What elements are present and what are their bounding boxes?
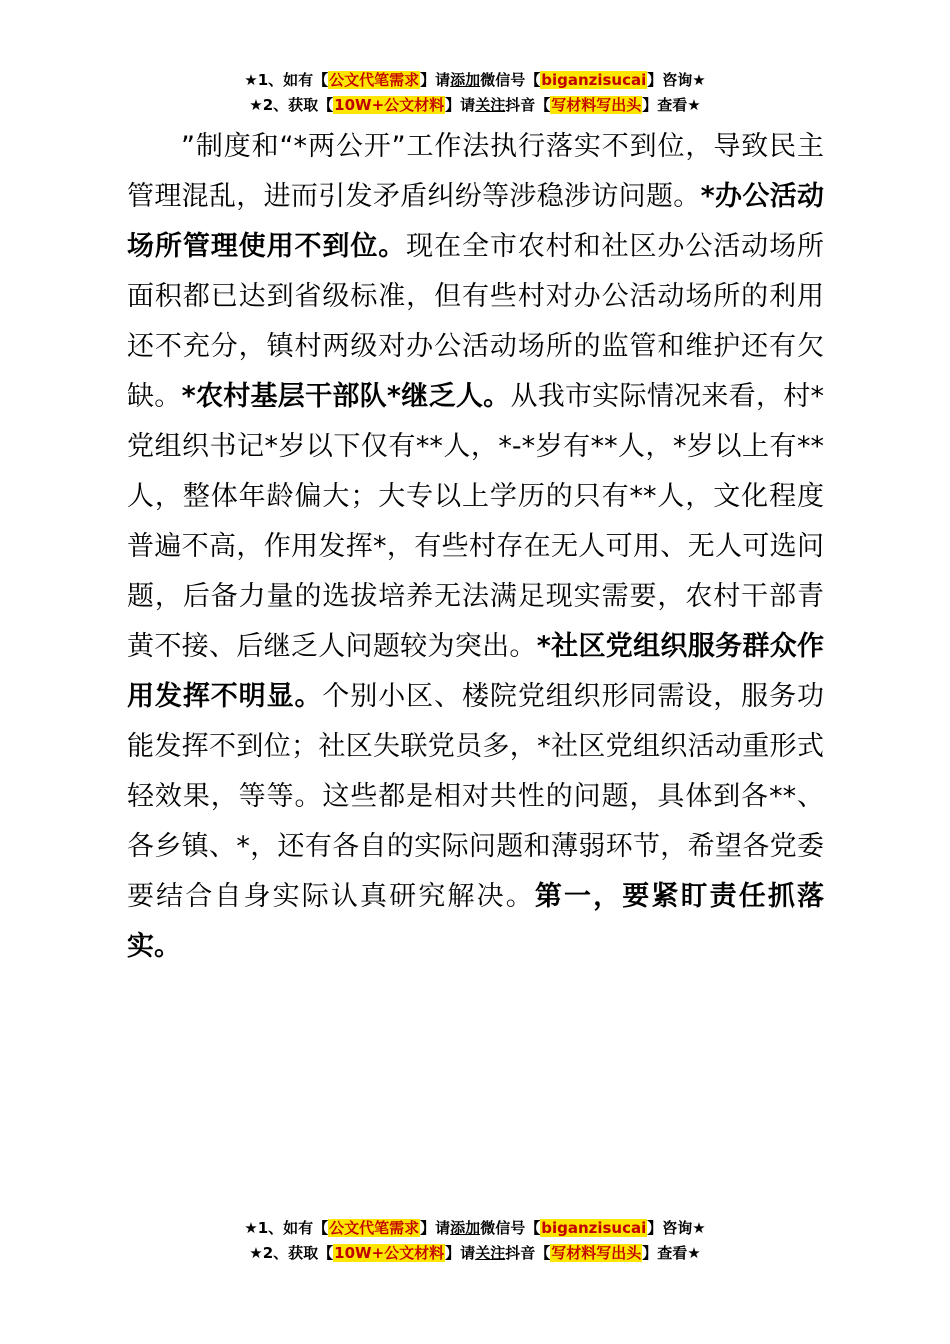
footer-banner	[0, 1216, 950, 1266]
underlined-action: 关注	[475, 1244, 506, 1262]
banner-text: 微信号【	[480, 71, 541, 89]
underlined-action: 添加	[450, 1219, 481, 1237]
underlined-action: 添加	[450, 71, 481, 89]
banner-text: 微信号【	[480, 1219, 541, 1237]
banner-text: 】查看	[642, 1244, 688, 1262]
star-icon: ★	[687, 1244, 701, 1262]
underlined-action: 关注	[475, 96, 506, 114]
highlight-wechat-id: biganzisucai	[541, 71, 647, 89]
bold-heading: *办公活动场所管理使用不到位。	[127, 181, 825, 262]
body-text-segment: 个别小区、楼院党组织形同需设，服务功能发挥不到位；社区失联党员多，*社区党组织活动重形式轻效果，等等。这些都是相对共性的问题，具体到各**、各乡镇、*，还有各自的实际问题和薄弱环节，希望各党委要结合自身实际认真研究解决。	[127, 681, 825, 912]
banner-line-2	[0, 93, 950, 118]
banner-text: 2、获取【	[262, 1244, 334, 1262]
star-icon: ★	[692, 1219, 706, 1237]
bold-heading: *社区党组织服务群众作用发挥不明显。	[127, 631, 825, 712]
banner-text: 】请	[420, 1219, 451, 1237]
banner-text: 】请	[445, 96, 476, 114]
banner-line-1	[0, 68, 950, 93]
bold-heading: *农村基层干部队*继乏人。	[181, 381, 511, 412]
banner-text: 2、获取【	[262, 96, 334, 114]
banner-text: 1、如有【	[257, 1219, 329, 1237]
banner-text: 1、如有【	[257, 71, 329, 89]
highlight-douyin-account: 写材料写出头	[551, 96, 642, 114]
highlight-service: 公文代笔需求	[329, 1219, 420, 1237]
banner-text: 抖音【	[505, 1244, 551, 1262]
highlight-douyin-account: 写材料写出头	[551, 1244, 642, 1262]
bold-heading: 第一，要紧盯责任抓落实。	[127, 881, 825, 962]
star-icon: ★	[249, 1244, 263, 1262]
banner-text: 】请	[420, 71, 451, 89]
star-icon: ★	[249, 96, 263, 114]
banner-text: 】咨询	[647, 1219, 693, 1237]
header-banner	[0, 68, 950, 118]
body-text-segment: 从我市实际情况来看，村*党组织书记*岁以下仅有**人，*-*岁有**人，*岁以上有**人，整体年龄偏大；大专以上学历的只有**人，文化程度普遍不高，作用发挥*，有些村存在无人可用、无人可选问题，后备力量的选拔培养无法满足现实需要，农村干部青黄不接、后继乏人问题较为突出。	[127, 381, 825, 662]
star-icon: ★	[692, 71, 706, 89]
banner-text: 】查看	[642, 96, 688, 114]
body-text-segment: 现在全市农村和社区办公活动场所面积都已达到省级标准，但有些村对办公活动场所的利用还不充分，镇村两级对办公活动场所的监管和维护还有欠缺。	[127, 231, 825, 412]
banner-text: 抖音【	[505, 96, 551, 114]
banner-line-2	[0, 1241, 950, 1266]
banner-text: 】咨询	[647, 71, 693, 89]
highlight-materials: 10W+公文材料	[334, 1244, 445, 1262]
highlight-materials: 10W+公文材料	[334, 96, 445, 114]
star-icon: ★	[687, 96, 701, 114]
body-paragraph	[127, 122, 824, 972]
star-icon: ★	[244, 1219, 258, 1237]
banner-text: 】请	[445, 1244, 476, 1262]
highlight-service: 公文代笔需求	[329, 71, 420, 89]
star-icon: ★	[244, 71, 258, 89]
banner-line-1	[0, 1216, 950, 1241]
body-text-segment: ”制度和“*两公开”工作法执行落实不到位，导致民主管理混乱，进而引发矛盾纠纷等涉稳涉访问题。	[127, 131, 824, 212]
highlight-wechat-id: biganzisucai	[541, 1219, 647, 1237]
